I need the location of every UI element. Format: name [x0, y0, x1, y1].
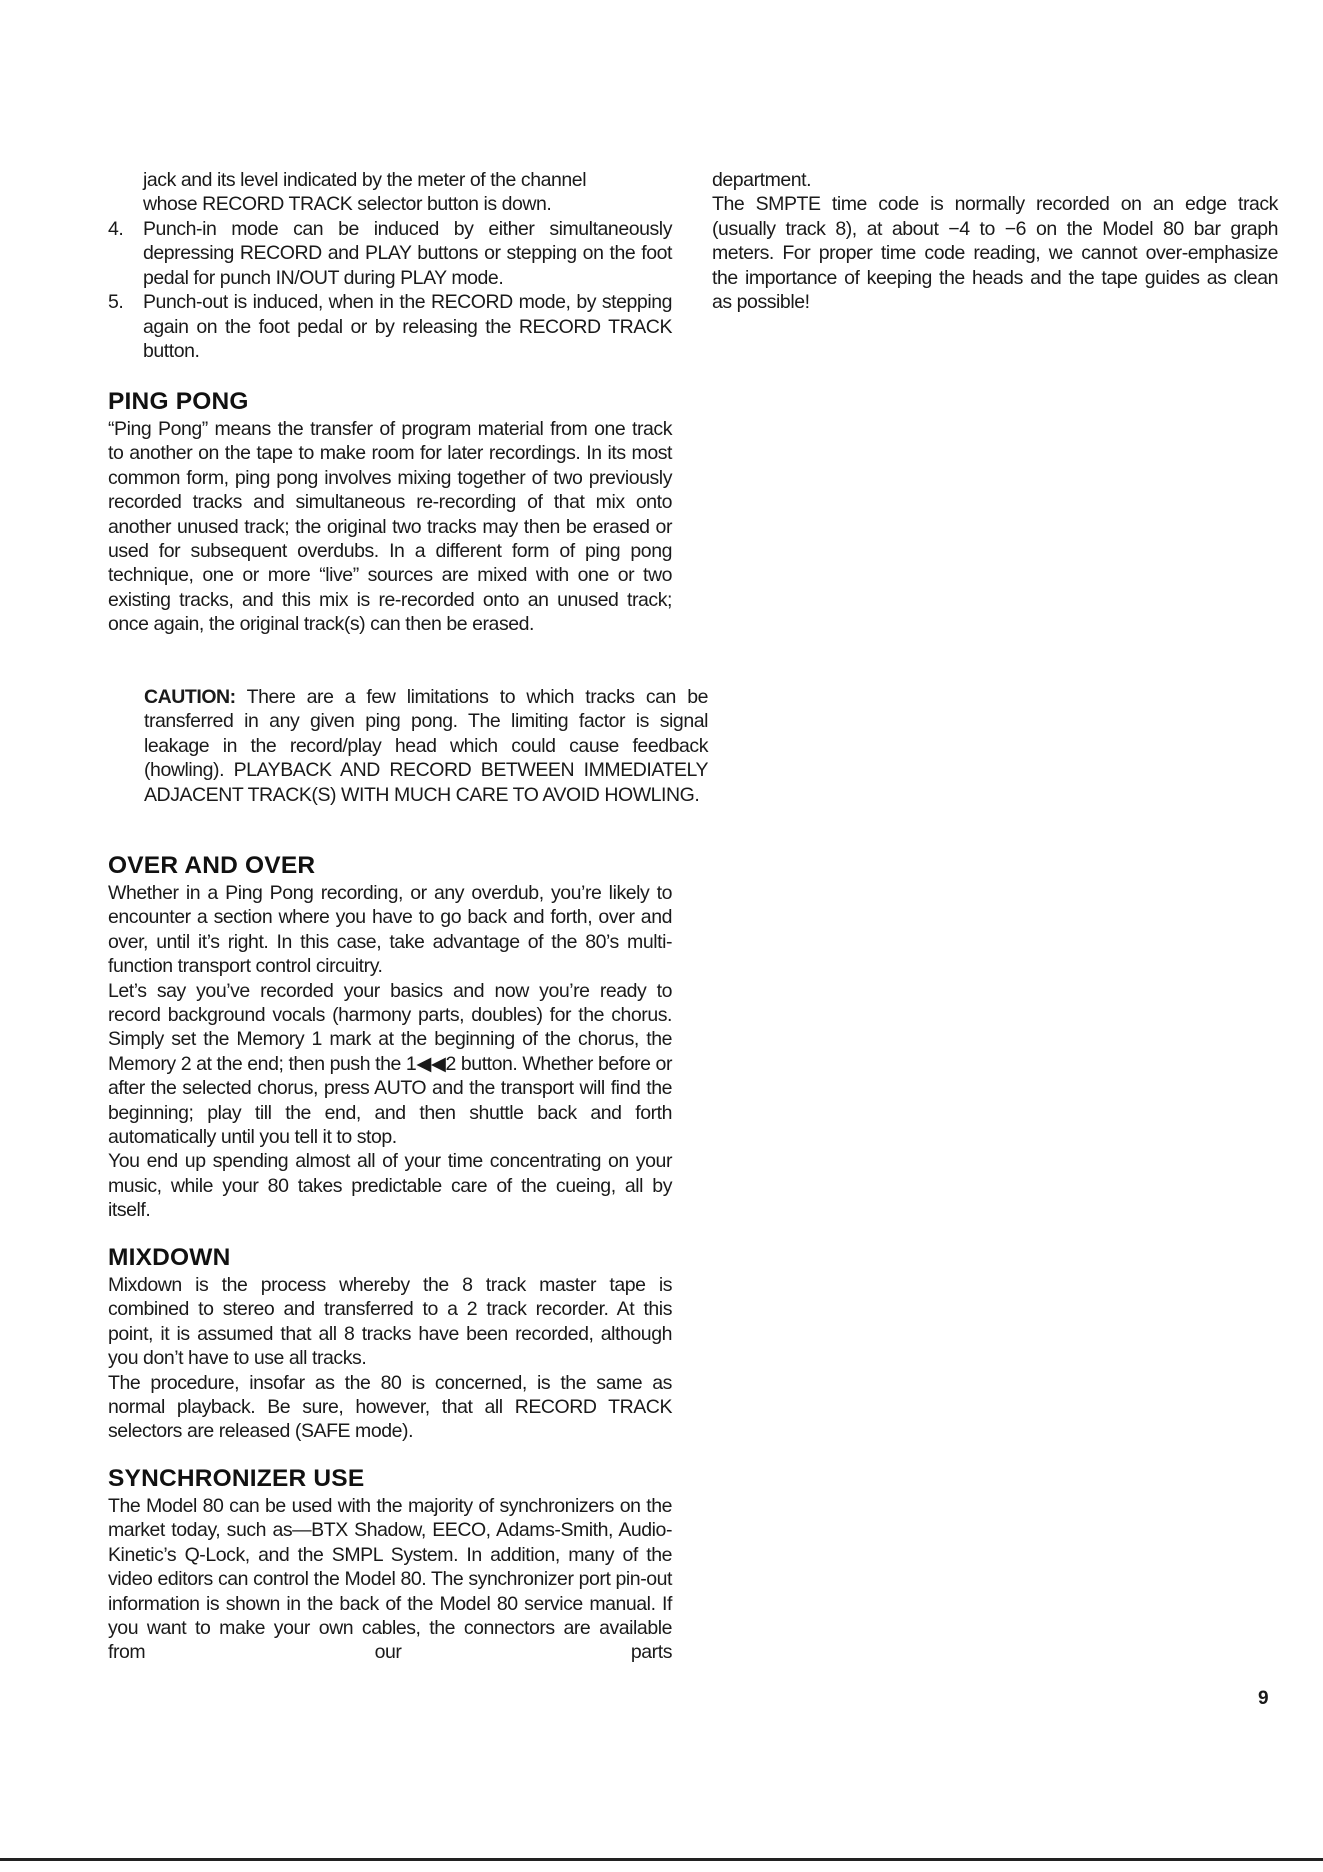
- list-item: [108, 290, 672, 363]
- ping-pong-text: “Ping Pong” means the transfer of program material from one track to another on the tape to make room for later recordings. In its most common form, ping pong involves mixing together of two previously recorded tracks and simultaneous re-recording of that mix onto another unused track; the original two tracks may then be erased or used for subsequent overdubs. In a different form of ping pong technique, one or more “live” sources are mixed with one or two existing tracks, and this mix is re-recorded onto an unused track; once again, the original track(s) can then be erased.: [108, 418, 672, 636]
- right-continuation: department.: [712, 169, 812, 191]
- continuation-line-1: jack and its level indicated by the meter of the channel: [143, 169, 587, 191]
- synchronizer-use-body: [108, 1494, 672, 1665]
- ping-pong-paragraph: [108, 417, 672, 637]
- right-column-body: [712, 168, 1278, 314]
- caution-text: There are a few limitations to which tracks can be transferred in any given ping pong. The limiting factor is signal leakage in the record/play head which could cause feedback (howling). PLAYBACK AND RECORD BETWEEN IMMEDIATELY ADJACENT TRACK(S) WITH MUCH CARE TO AVOID HOWLING.: [144, 686, 708, 806]
- list-item-text: Punch-out is induced, when in the RECORD mode, by stepping again on the foot pedal or by releasing the RECORD TRACK button.: [143, 291, 672, 363]
- bottom-rule: [0, 1858, 1323, 1861]
- list-item: [108, 217, 672, 290]
- section-heading-over-and-over: OVER AND OVER: [108, 852, 316, 879]
- mixdown-body: [108, 1273, 672, 1444]
- list-item-number: 4.: [108, 218, 124, 240]
- over-and-over-paragraph-2: Let’s say you’ve recorded your basics and now you’re ready to record background vocals (harmony parts, doubles) for the chorus. Simply set the Memory 1 mark at the beginning of the chorus, the Memory 2 at the end; then push the 1◀◀2 button. Whether before or after the selected chorus, press AUTO and the transport will find the beginning; play till the end, and then shuttle back and forth automatically until you tell it to stop.: [108, 979, 672, 1149]
- caution-label: CAUTION:: [144, 686, 236, 708]
- list-item-number: 5.: [108, 291, 124, 314]
- list-item-continuation: [108, 168, 707, 217]
- mixdown-paragraph-1: Mixdown is the process whereby the 8 track master tape is combined to stereo and transferred to a 2 track recorder. At this point, it is assumed that all 8 tracks have been recorded, although you don’t have to use all tracks.: [108, 1274, 672, 1370]
- numbered-list: [108, 217, 672, 363]
- over-and-over-paragraph-3: You end up spending almost all of your time concentrating on your music, while your 80 takes predictable care of the cueing, all by itself.: [108, 1150, 672, 1222]
- mixdown-paragraph-2: The procedure, insofar as the 80 is concerned, is the same as normal playback. Be sure, however, that all RECORD TRACK selectors are released (SAFE mode).: [108, 1371, 672, 1443]
- section-heading-mixdown: MIXDOWN: [108, 1244, 231, 1271]
- continuation-line-2: whose RECORD TRACK selector button is down.: [143, 193, 552, 216]
- over-and-over-paragraph-1: Whether in a Ping Pong recording, or any overdub, you’re likely to encounter a section where you have to go back and forth, over and over, until it’s right. In this case, take advantage of the 80’s multi-function transport control circuitry.: [108, 882, 672, 978]
- over-and-over-body: [108, 881, 672, 1223]
- page-number: 9: [1258, 1688, 1269, 1709]
- smpte-paragraph: The SMPTE time code is normally recorded on an edge track (usually track 8), at about −4 to −6 on the Model 80 bar graph meters. For proper time code reading, we cannot over-emphasize the importance of keeping the heads and the tape guides as clean as possible!: [712, 193, 1278, 314]
- caution-note: [108, 685, 708, 807]
- caution-text-block: [144, 685, 708, 807]
- synchronizer-use-paragraph: The Model 80 can be used with the majority of synchronizers on the market today, such as—BTX Shadow, EECO, Adams-Smith, Audio-Kinetic’s Q-Lock, and the SMPL System. In addition, many of the video editors can control the Model 80. The synchronizer port pin-out information is shown in the back of the Model 80 service manual. If you want to make your own cables, the connectors are available from our parts: [108, 1495, 672, 1664]
- section-heading-synchronizer-use: SYNCHRONIZER USE: [108, 1465, 365, 1492]
- section-heading-ping-pong: PING PONG: [108, 388, 249, 415]
- list-item-text: Punch-in mode can be induced by either simultaneously depressing RECORD and PLAY buttons or stepping on the foot pedal for punch IN/OUT during PLAY mode.: [143, 218, 672, 289]
